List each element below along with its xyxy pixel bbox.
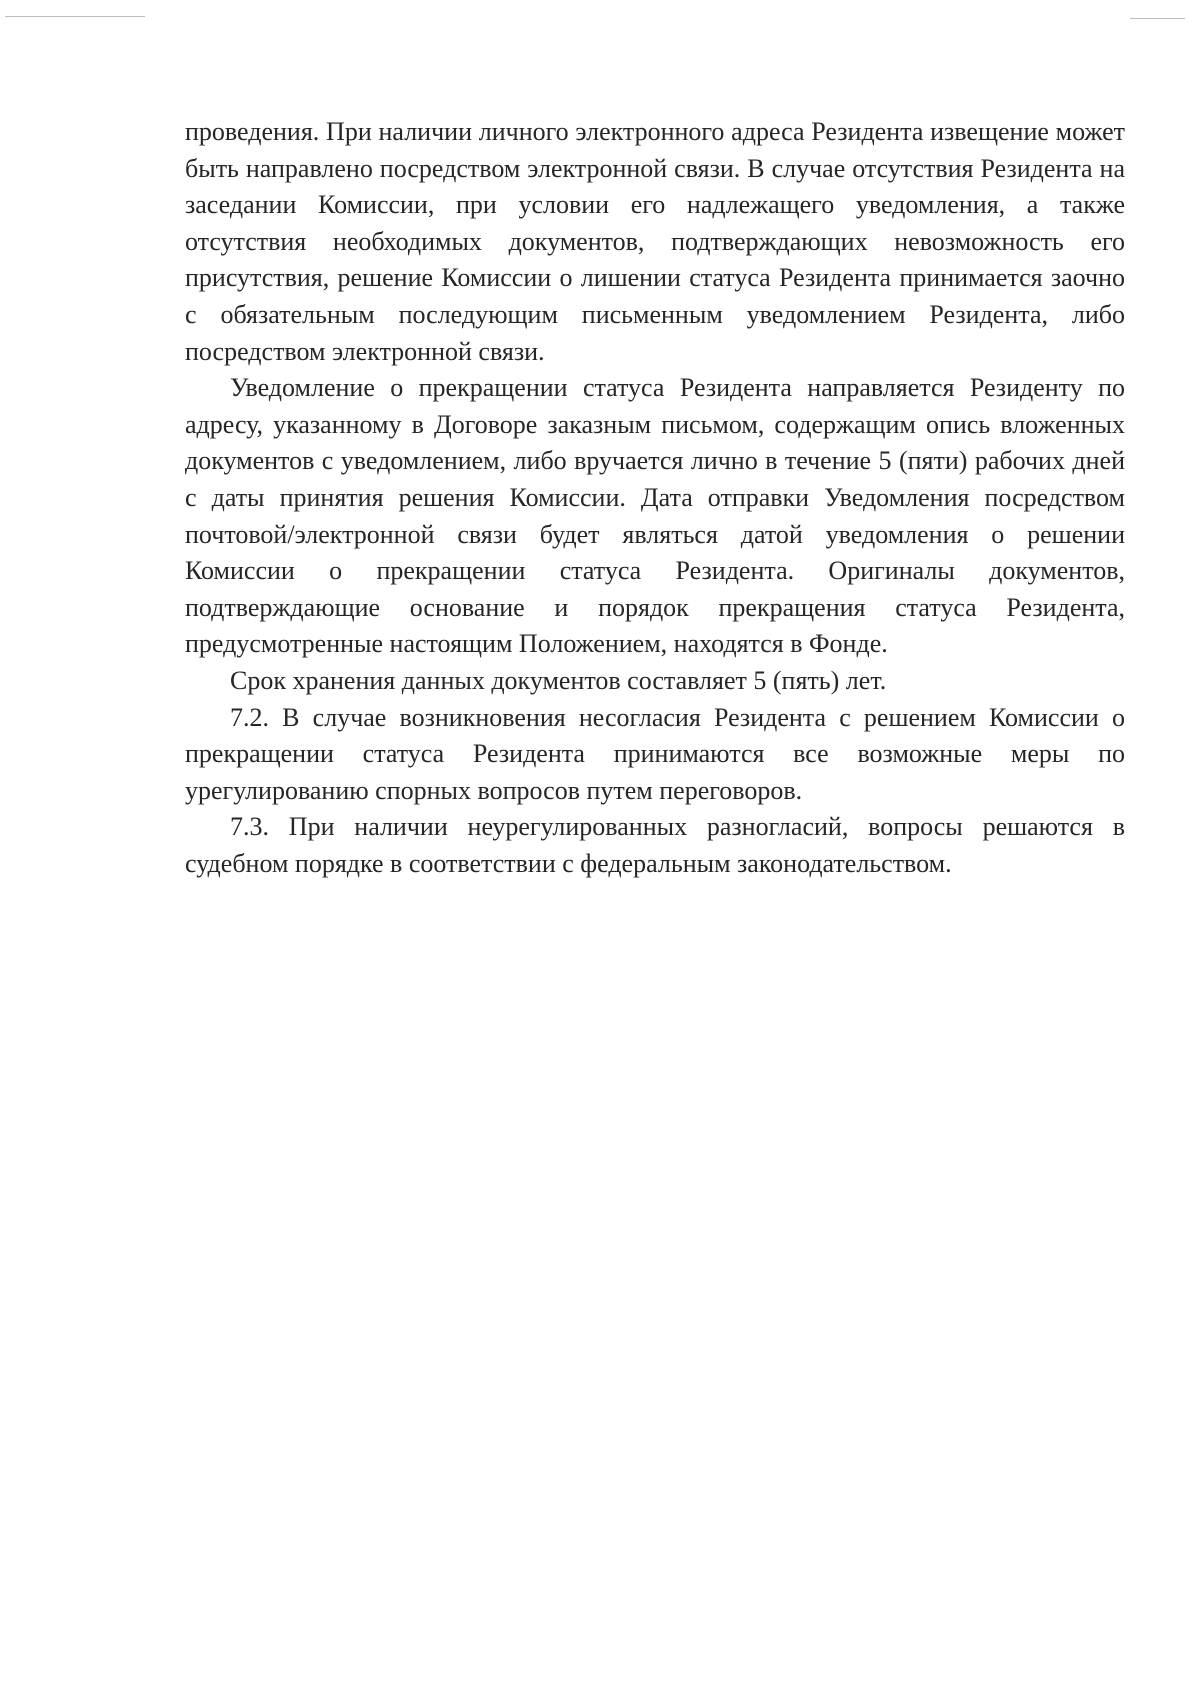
paragraph: 7.2. В случае возникновения несогласия Резидента с решением Комиссии о прекращении статуса Резидента принимаются все возможные меры по урегулированию спорных вопросов путем переговоров. — [185, 702, 1125, 805]
paragraph: 7.3. При наличии неурегулированных разногласий, вопросы решаются в судебном порядке в соответствии с федеральным законодательством. — [185, 812, 1125, 878]
paragraph: проведения. При наличии личного электронного адреса Резидента извещение может быть направлено посредством электронной связи. В случае отсутствия Резидента на заседании Комиссии, при условии его надлежащего уведомления, а также отсутствия необходимых документов, подтверждающих невозможность его присутствия, решение Комиссии о лишении статуса Резидента принимается заочно с обязательным последующим письменным уведомлением Резидента, либо посредством электронной связи. — [185, 117, 1125, 366]
paragraph: Срок хранения данных документов составляет 5 (пять) лет. — [230, 665, 887, 695]
paragraph: Уведомление о прекращении статуса Резидента направляется Резиденту по адресу, указанному в Договоре заказным письмом, содержащим опись вложенных документов с уведомлением, либо вручается лично в течение 5 (пяти) рабочих дней с даты принятия решения Комиссии. Дата отправки Уведомления посредством почтовой/электронной связи будет являться датой уведомления о решении Комиссии о прекращении статуса Резидента. Оригиналы документов, подтверждающие основание и порядок прекращения статуса Резидента, предусмотренные настоящим Положением, находятся в Фонде. — [185, 373, 1125, 659]
document-body — [185, 114, 1125, 882]
scan-artifact — [5, 16, 145, 17]
scan-artifact — [1130, 18, 1185, 19]
